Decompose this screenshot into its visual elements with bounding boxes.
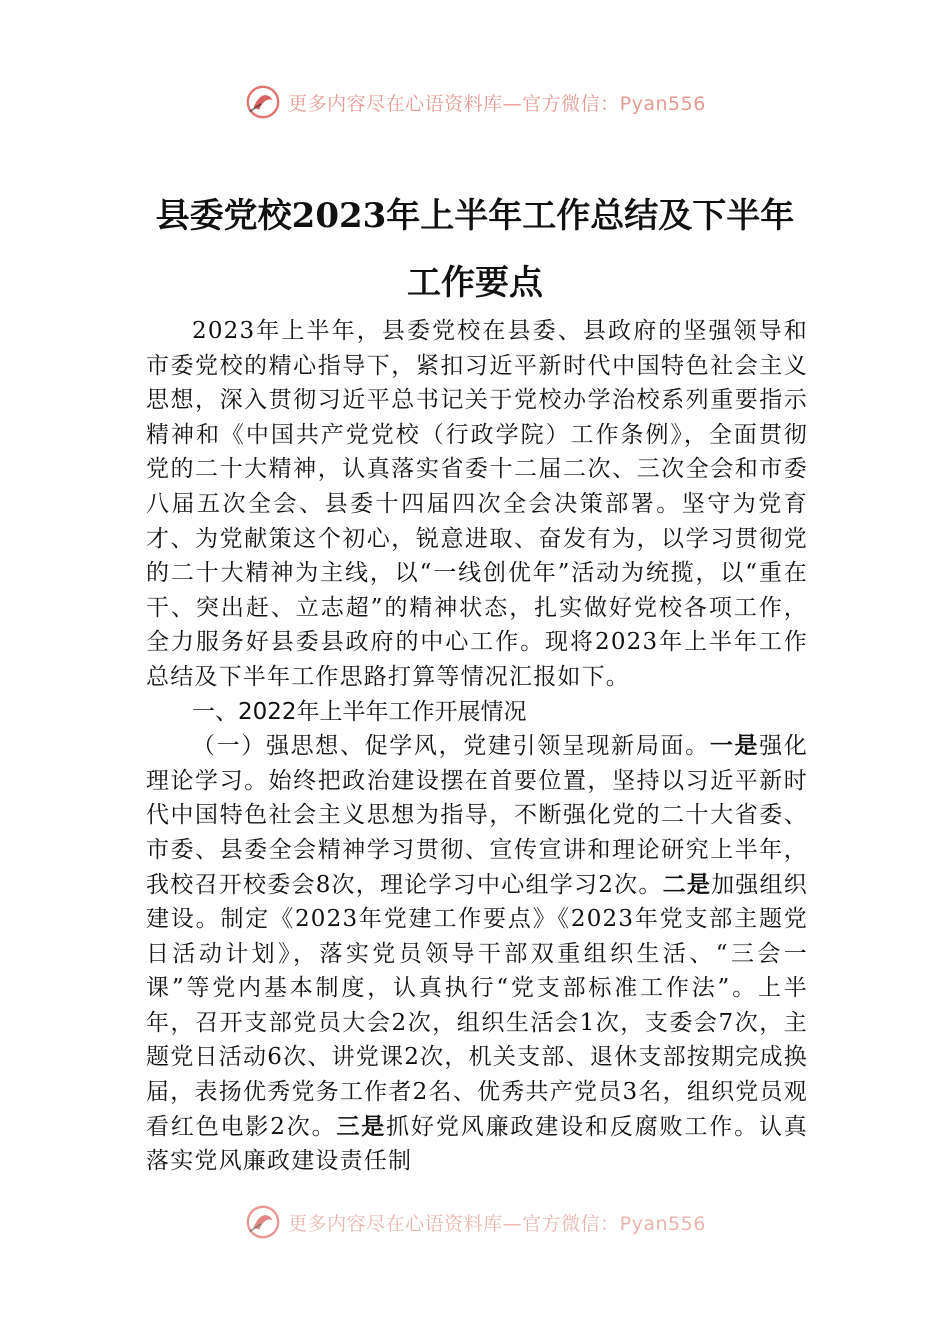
brand-logo-icon <box>244 1203 282 1241</box>
document-body <box>146 314 808 1214</box>
document-title-line2: 工作要点 <box>407 263 543 303</box>
watermark-text: 更多内容尽在心语资料库—官方微信：Pyan556 <box>288 1212 706 1235</box>
point-text-1: 强化理论学习。始终把政治建设摆在首要位置，坚持以习近平新时代中国特色社会主义思想为指导，不断强化党的二十大省委、市委、县委全会精神学习贯彻、宣传宣讲和理论研究上半年，我校召开校委会8次，理论学习中心组学习2次。 <box>146 733 808 898</box>
point-text-2: 加强组织建设。制定《2023年党建工作要点》《2023年党支部主题党日活动计划》，落实党员领导干部双重组织生活、“三会一课”等党内基本制度，认真执行“党支部标准工作法”。上半年，召开支部党员大会2次，组织生活会1次，支委会7次，主题党日活动6次、讲党课2次，机关支部、退休支部按期完成换届，表扬优秀党务工作者2名、优秀共产党员3名，组织党员观看红色电影2次。 <box>146 871 808 1140</box>
watermark-header <box>0 82 950 122</box>
subsection-heading: （一）强思想、促学风，党建引领呈现新局面。 <box>192 733 710 760</box>
point-text-3: 抓好党风廉政建设和反腐败工作。认真落实党风廉政建设责任制 <box>146 1113 808 1175</box>
document-title-line1: 县委党校2023年上半年工作总结及下半年 <box>155 196 795 236</box>
watermark-text: 更多内容尽在心语资料库—官方微信：Pyan556 <box>288 92 706 115</box>
watermark-footer <box>0 1202 950 1242</box>
point-marker-3: 三是 <box>336 1113 387 1140</box>
intro-paragraph: 2023年上半年，县委党校在县委、县政府的坚强领导和市委党校的精心指导下，紧扣习近平新时代中国特色社会主义思想，深入贯彻习近平总书记关于党校办学治校系列重要指示精神和《中国共产党党校（行政学院）工作条例》，全面贯彻党的二十大精神，认真落实省委十二届二次、三次全会和市委八届五次全会、县委十四届四次全会决策部署。坚守为党育才、为党献策这个初心，锐意进取、奋发有为，以学习贯彻党的二十大精神为主线，以“一线创优年”活动为统揽，以“重在干、突出赶、立志超”的精神状态，扎实做好党校各项工作，全力服务好县委县政府的中心工作。现将2023年上半年工作总结及下半年工作思路打算等情况汇报如下。 <box>146 318 808 690</box>
section-heading: 一、2022年上半年工作开展情况 <box>192 698 527 725</box>
point-marker-1: 一是 <box>709 733 760 760</box>
brand-logo-icon <box>244 83 282 121</box>
section-paragraph <box>146 729 808 1179</box>
point-marker-2: 二是 <box>662 871 712 898</box>
